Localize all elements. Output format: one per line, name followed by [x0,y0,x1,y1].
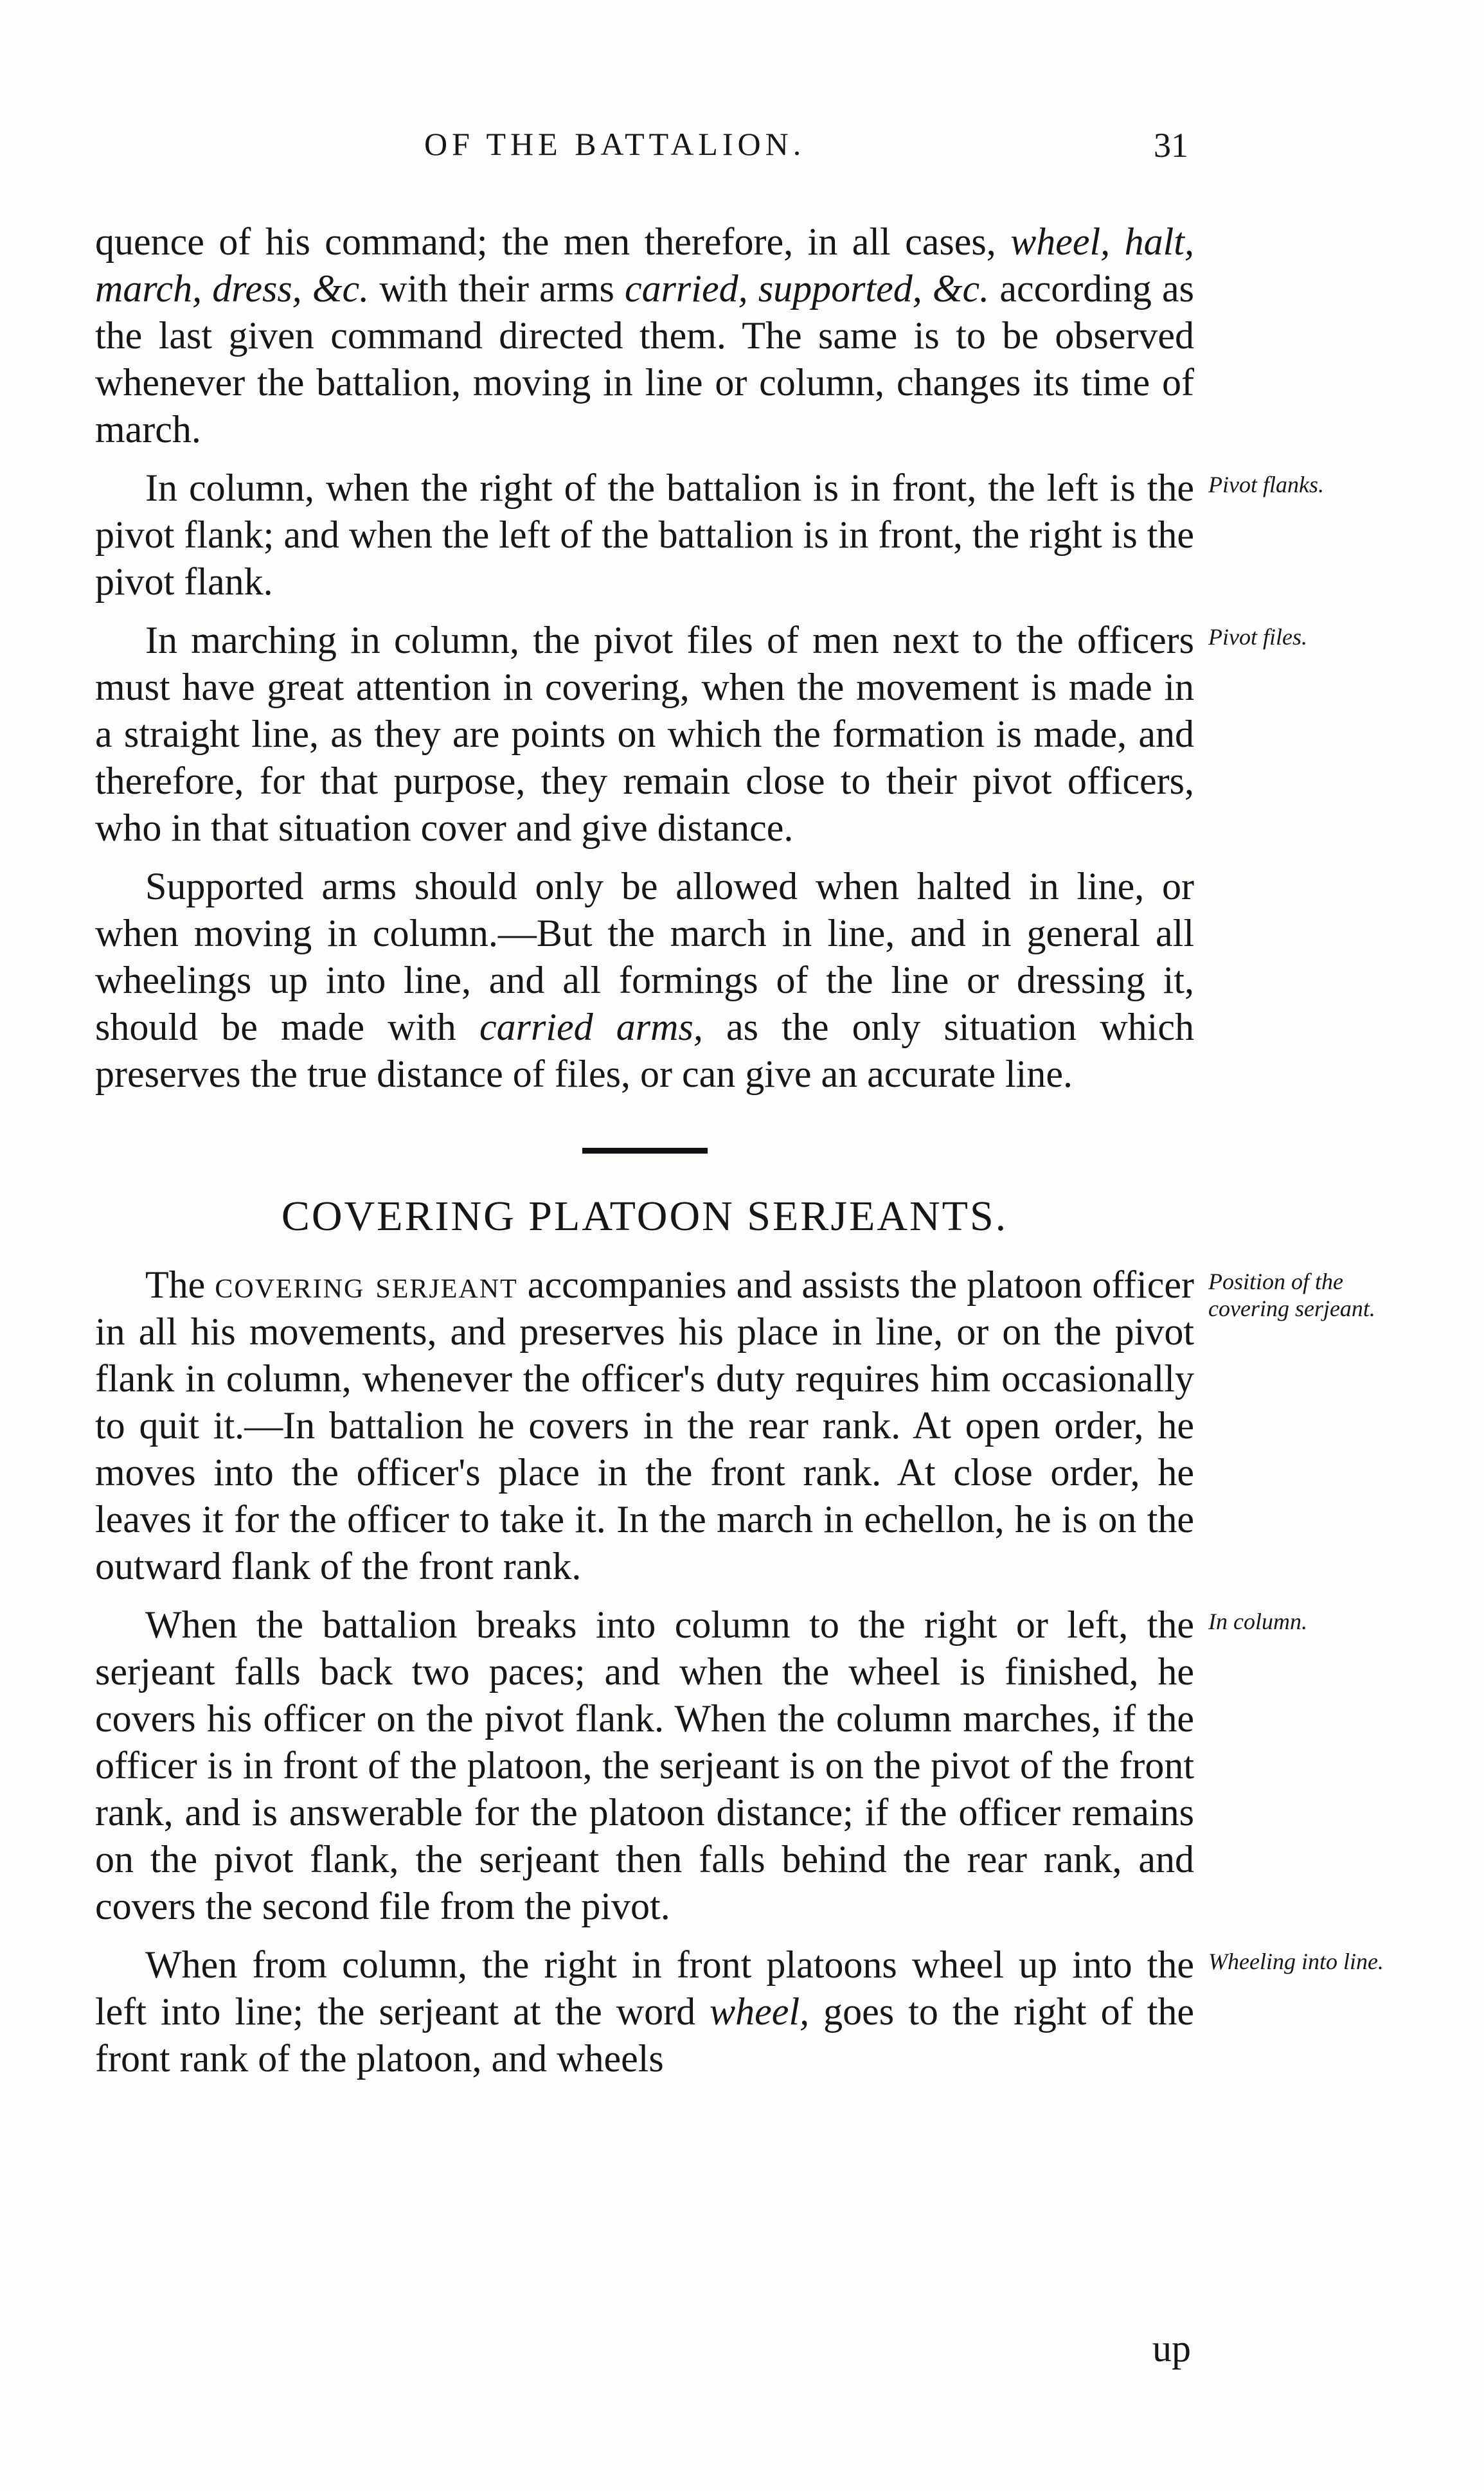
paragraph-covering-serjeant: The covering serjeant accompanies and assists the platoon officer in all his movements, and preserves his place in line, or on the pivot flank in column, whenever the officer's duty requires him occasionally to quit it.—In battalion he covers in the rear rank. At open order, he moves into the officer's place in the front rank. At close order, he leaves it for the officer to take it. In the march in echellon, he is on the outward flank of the front rank. [95,1263,1195,1587]
page-number: 31 [1154,126,1188,165]
margin-note-pivot-flanks: Pivot flanks. [1208,472,1324,497]
catchword: up [1152,2327,1191,2370]
section-heading: COVERING PLATOON SERJEANTS. [281,1193,1008,1240]
italic-phrase: carried, supported, &c. [624,267,990,310]
section-divider-rule [582,1148,708,1154]
margin-note-position-of-covering-serjeant: Position of the covering serjeant. [1208,1269,1375,1321]
running-head: OF THE BATTALION. [424,126,806,162]
margin-note-pivot-files: Pivot files. [1208,624,1307,650]
paragraph-in-column: When the battalion breaks into column to the right or left, the serjeant falls back two paces; and when the wheel is finished, he covers his officer on the pivot flank. When the column marches, if the officer is in front of the platoon, the serjeant is on the pivot of the front rank, and is answerable for the platoon distance; if the officer remains on the pivot flank, the serjeant then falls behind the rear rank, and covers the second file from the pivot. [95,1603,1194,1927]
small-caps-phrase: covering serjeant [215,1263,518,1306]
paragraph-continued: quence of his command; the men therefore, in all cases, wheel, halt, march, dress, &c. with their arms carried, supported, &c. according as the last given command directed them. The same is to be observed whenever the battalion, moving in line or column, changes its time of march. [95,220,1194,451]
margin-note-in-column: In column. [1208,1609,1307,1634]
italic-phrase: wheel, [710,1990,810,2033]
body-text [95,219,1194,2082]
paragraph-wheeling: When from column, the right in front platoons wheel up into the left into line; the serjeant at the word wheel, goes to the right of the front rank of the platoon, and wheels [95,1943,1194,2080]
paragraph-supported-arms: Supported arms should only be allowed when halted in line, or when moving in column.—But the march in line, and in general all wheelings up into line, and all formings of the line or dressing it, should be made with carried arms, as the only situation which preserves the true distance of files, or can give an accurate line. [95,865,1194,1095]
italic-phrase: carried arms, [479,1006,703,1048]
page-header [0,125,1484,177]
paragraph-pivot-files: In marching in column, the pivot files of men next to the officers must have great attention in covering, when the movement is made in a straight line, as they are points on which the formation is made, and therefore, for that purpose, they remain close to their pivot officers, who in that situation cover and give distance. [95,619,1194,849]
paragraph-pivot-flank: In column, when the right of the battalion is in front, the left is the pivot flank; and when the left of the battalion is in front, the right is the pivot flank. [95,467,1194,603]
italic-phrase: wheel, halt, march, dress, &c. [95,220,1194,310]
margin-note-wheeling-into-line: Wheeling into line. [1208,1949,1384,1974]
